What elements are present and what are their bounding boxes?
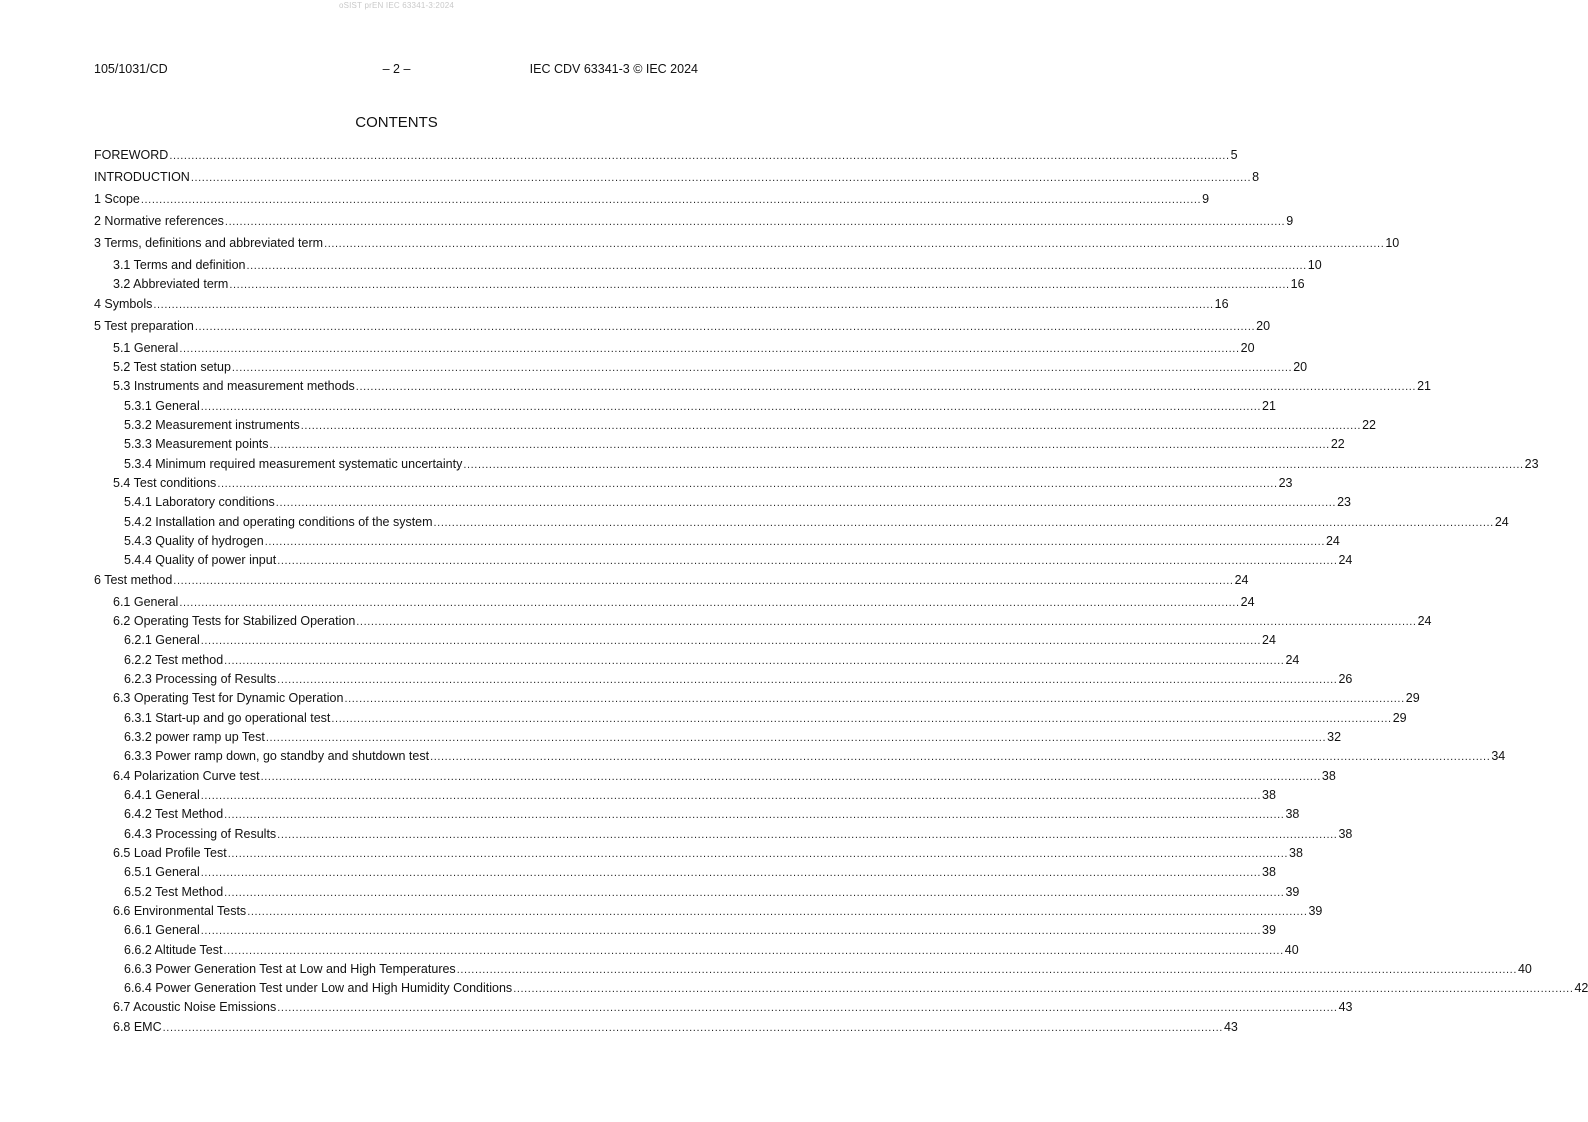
toc-entry-label: 2 Normative references bbox=[94, 214, 224, 228]
toc-entry-label: 6.3.3 Power ramp down, go standby and shutdown test bbox=[124, 749, 430, 763]
standard-reference: IEC CDV 63341-3 © IEC 2024 bbox=[529, 62, 698, 76]
toc-entry-page: 38 bbox=[1285, 807, 1300, 821]
toc-entry-label: 6.5 Load Profile Test bbox=[113, 846, 227, 860]
toc-leader: .................................................................................................................................................................................................................................................................................................. bbox=[231, 362, 1293, 374]
toc-entry-page: 24 bbox=[1262, 633, 1276, 647]
toc-entry-label: 6.6 Environmental Tests bbox=[113, 904, 247, 918]
toc-leader: .................................................................................................................................................................................................................................................................................................. bbox=[194, 321, 1256, 333]
toc-entry-label: FOREWORD bbox=[94, 148, 169, 162]
toc-entry-label: 5.4.4 Quality of power input bbox=[124, 553, 277, 567]
toc-entry-label: 5.4.3 Quality of hydrogen bbox=[124, 534, 264, 548]
toc-entry-label: 4 Symbols bbox=[94, 297, 153, 311]
toc-entry[interactable] bbox=[94, 999, 1353, 1015]
toc-entry-label: 5.3.3 Measurement points bbox=[124, 437, 269, 451]
toc-entry-label: 6.2 Operating Tests for Stabilized Operation bbox=[113, 614, 356, 628]
toc-leader: .................................................................................................................................................................................................................................................................................................. bbox=[264, 536, 1325, 548]
toc-leader: .................................................................................................................................................................................................................................................................................................. bbox=[217, 478, 1278, 490]
toc-entry-label: 6.6.2 Altitude Test bbox=[124, 943, 223, 957]
toc-leader: .................................................................................................................................................................................................................................................................................................. bbox=[247, 906, 1308, 918]
toc-leader: .................................................................................................................................................................................................................................................................................................. bbox=[140, 194, 1202, 206]
toc-entry-page: 21 bbox=[1417, 379, 1431, 393]
toc-entry[interactable] bbox=[94, 652, 1300, 668]
toc-leader: .................................................................................................................................................................................................................................................................................................. bbox=[277, 555, 1338, 567]
toc-entry-page: 39 bbox=[1308, 904, 1323, 918]
toc-entry[interactable] bbox=[94, 456, 1539, 472]
toc-leader: .................................................................................................................................................................................................................................................................................................. bbox=[169, 150, 1230, 162]
toc-entry-page: 16 bbox=[1214, 297, 1229, 311]
toc-entry[interactable] bbox=[94, 378, 1431, 394]
toc-entry-label: 5.2 Test station setup bbox=[113, 360, 231, 374]
toc-entry[interactable] bbox=[94, 864, 1276, 880]
toc-leader: .................................................................................................................................................................................................................................................................................................. bbox=[224, 887, 1285, 899]
toc-entry[interactable] bbox=[94, 169, 1260, 185]
toc-entry[interactable] bbox=[94, 710, 1407, 726]
toc-entry-label: 6.4.3 Processing of Results bbox=[124, 827, 277, 841]
toc-entry-label: 6.4 Polarization Curve test bbox=[113, 769, 260, 783]
toc-leader: .................................................................................................................................................................................................................................................................................................. bbox=[223, 945, 1284, 957]
toc-entry[interactable] bbox=[94, 1019, 1238, 1035]
toc-entry-page: 26 bbox=[1338, 672, 1353, 686]
toc-entry-label: 6.6.3 Power Generation Test at Low and High Temperatures bbox=[124, 962, 456, 976]
toc-entry-label: 5 Test preparation bbox=[94, 319, 194, 333]
toc-entry-label: 5.3 Instruments and measurement methods bbox=[113, 379, 355, 393]
page-label: – 2 – bbox=[382, 62, 411, 76]
toc-entry-page: 24 bbox=[1338, 553, 1353, 567]
toc-entry[interactable] bbox=[94, 613, 1432, 629]
toc-leader: .................................................................................................................................................................................................................................................................................................. bbox=[173, 575, 1234, 587]
toc-leader: .................................................................................................................................................................................................................................................................................................. bbox=[153, 299, 1214, 311]
toc-entry[interactable] bbox=[94, 235, 1400, 251]
toc-leader: .................................................................................................................................................................................................................................................................................................. bbox=[355, 381, 1417, 393]
toc-leader: .................................................................................................................................................................................................................................................................................................. bbox=[275, 497, 1337, 509]
toc-entry-page: 16 bbox=[1290, 277, 1305, 291]
toc-entry-label: 6.4.1 General bbox=[124, 788, 200, 802]
toc-entry-page: 32 bbox=[1327, 730, 1342, 744]
toc-entry[interactable] bbox=[94, 729, 1342, 745]
toc-entry[interactable] bbox=[94, 257, 1322, 273]
toc-entry-label: 6.4.2 Test Method bbox=[124, 807, 224, 821]
toc-leader: .................................................................................................................................................................................................................................................................................................. bbox=[200, 790, 1262, 802]
toc-entry-page: 38 bbox=[1338, 827, 1353, 841]
toc-leader: .................................................................................................................................................................................................................................................................................................. bbox=[200, 925, 1262, 937]
toc-entry[interactable] bbox=[94, 884, 1300, 900]
toc-entry[interactable] bbox=[94, 806, 1300, 822]
toc-entry[interactable] bbox=[94, 632, 1276, 648]
toc-entry-label: 3.1 Terms and definition bbox=[113, 258, 246, 272]
toc-entry-page: 39 bbox=[1285, 885, 1300, 899]
toc-entry-label: 5.4 Test conditions bbox=[113, 476, 217, 490]
toc-leader: .................................................................................................................................................................................................................................................................................................. bbox=[227, 848, 1289, 860]
toc-entry-label: 5.4.2 Installation and operating conditions of the system bbox=[124, 515, 433, 529]
toc-entry-page: 43 bbox=[1223, 1020, 1238, 1034]
toc-entry-page: 9 bbox=[1202, 192, 1210, 206]
toc-entry-label: 6.6.4 Power Generation Test under Low and High Humidity Conditions bbox=[124, 981, 513, 995]
toc-entry[interactable] bbox=[94, 191, 1210, 207]
toc-entry-page: 29 bbox=[1405, 691, 1420, 705]
toc-leader: .................................................................................................................................................................................................................................................................................................. bbox=[200, 867, 1262, 879]
toc-leader: .................................................................................................................................................................................................................................................................................................. bbox=[260, 771, 1321, 783]
toc-leader: .................................................................................................................................................................................................................................................................................................. bbox=[224, 809, 1285, 821]
toc-entry[interactable] bbox=[94, 961, 1532, 977]
toc-leader: .................................................................................................................................................................................................................................................................................................. bbox=[433, 517, 1494, 529]
toc-entry-page: 20 bbox=[1293, 360, 1308, 374]
toc-entry-page: 5 bbox=[1230, 148, 1238, 162]
toc-entry[interactable] bbox=[94, 594, 1255, 610]
toc-entry-label: 6.1 General bbox=[113, 595, 179, 609]
toc-entry[interactable] bbox=[94, 359, 1308, 375]
toc-leader: .................................................................................................................................................................................................................................................................................................. bbox=[246, 260, 1307, 272]
toc-entry-page: 23 bbox=[1278, 476, 1293, 490]
toc-leader: .................................................................................................................................................................................................................................................................................................. bbox=[224, 655, 1285, 667]
toc-leader: .................................................................................................................................................................................................................................................................................................. bbox=[356, 616, 1417, 628]
toc-entry-page: 38 bbox=[1262, 788, 1276, 802]
toc-entry-page: 42 bbox=[1574, 981, 1588, 995]
toc-entry-label: 6.3.1 Start-up and go operational test bbox=[124, 711, 331, 725]
toc-leader: .................................................................................................................................................................................................................................................................................................. bbox=[162, 1022, 1223, 1034]
toc-entry-page: 24 bbox=[1325, 534, 1340, 548]
toc-entry-page: 29 bbox=[1392, 711, 1407, 725]
toc-entry[interactable] bbox=[94, 748, 1506, 764]
toc-leader: .................................................................................................................................................................................................................................................................................................. bbox=[513, 983, 1574, 995]
toc-entry-page: 22 bbox=[1330, 437, 1345, 451]
toc-entry-page: 38 bbox=[1321, 769, 1336, 783]
toc-leader: .................................................................................................................................................................................................................................................................................................. bbox=[277, 674, 1338, 686]
toc-entry-page: 38 bbox=[1289, 846, 1303, 860]
toc-entry-label: INTRODUCTION bbox=[94, 170, 190, 184]
toc-entry-label: 1 Scope bbox=[94, 192, 140, 206]
toc-entry[interactable] bbox=[94, 398, 1276, 414]
toc-entry-label: 6.3 Operating Test for Dynamic Operation bbox=[113, 691, 344, 705]
toc-entry[interactable] bbox=[94, 475, 1293, 491]
toc-entry[interactable] bbox=[94, 845, 1303, 861]
toc-leader: .................................................................................................................................................................................................................................................................................................. bbox=[463, 459, 1524, 471]
toc-entry[interactable] bbox=[94, 436, 1345, 452]
toc-entry-page: 39 bbox=[1262, 923, 1276, 937]
toc-leader: .................................................................................................................................................................................................................................................................................................. bbox=[324, 238, 1385, 250]
toc-entry[interactable] bbox=[94, 942, 1299, 958]
toc-entry-page: 24 bbox=[1494, 515, 1509, 529]
toc-entry-label: 6.3.2 power ramp up Test bbox=[124, 730, 265, 744]
toc-leader: .................................................................................................................................................................................................................................................................................................. bbox=[190, 172, 1252, 184]
toc-leader: .................................................................................................................................................................................................................................................................................................. bbox=[224, 216, 1286, 228]
toc-entry-label: 6.2.2 Test method bbox=[124, 653, 224, 667]
toc-entry[interactable] bbox=[94, 826, 1353, 842]
toc-leader: .................................................................................................................................................................................................................................................................................................. bbox=[179, 597, 1240, 609]
toc-entry[interactable] bbox=[94, 572, 1249, 588]
toc-entry-label: 6.8 EMC bbox=[113, 1020, 162, 1034]
toc-leader: .................................................................................................................................................................................................................................................................................................. bbox=[229, 279, 1290, 291]
toc-entry-label: 6.2.1 General bbox=[124, 633, 200, 647]
toc-entry-label: 6.6.1 General bbox=[124, 923, 200, 937]
toc-leader: .................................................................................................................................................................................................................................................................................................. bbox=[344, 693, 1405, 705]
toc-entry-label: 5.3.1 General bbox=[124, 399, 200, 413]
toc-entry[interactable] bbox=[94, 514, 1509, 530]
toc-entry-page: 22 bbox=[1362, 418, 1376, 432]
toc-leader: .................................................................................................................................................................................................................................................................................................. bbox=[300, 420, 1362, 432]
toc-leader: .................................................................................................................................................................................................................................................................................................. bbox=[200, 635, 1262, 647]
toc-entry-page: 34 bbox=[1491, 749, 1506, 763]
toc-entry[interactable] bbox=[94, 980, 1588, 996]
toc-entry-page: 10 bbox=[1307, 258, 1322, 272]
toc-entry-label: 6.2.3 Processing of Results bbox=[124, 672, 277, 686]
toc-leader: .................................................................................................................................................................................................................................................................................................. bbox=[277, 829, 1338, 841]
toc-entry-label: 5.3.2 Measurement instruments bbox=[124, 418, 300, 432]
toc-entry-label: 5.4.1 Laboratory conditions bbox=[124, 495, 275, 509]
toc-entry-page: 9 bbox=[1286, 214, 1294, 228]
toc-leader: .................................................................................................................................................................................................................................................................................................. bbox=[456, 964, 1517, 976]
toc-entry-page: 10 bbox=[1385, 236, 1400, 250]
toc-entry[interactable] bbox=[94, 552, 1353, 568]
toc-entry-label: 6.5.2 Test Method bbox=[124, 885, 224, 899]
toc-entry-page: 8 bbox=[1252, 170, 1260, 184]
toc-entry-page: 24 bbox=[1285, 653, 1300, 667]
toc-entry-page: 24 bbox=[1417, 614, 1432, 628]
toc-entry-page: 43 bbox=[1338, 1000, 1353, 1014]
toc-entry[interactable] bbox=[94, 533, 1340, 549]
toc-entry-label: 5.3.4 Minimum required measurement systematic uncertainty bbox=[124, 457, 463, 471]
toc-entry-page: 23 bbox=[1337, 495, 1351, 509]
toc-entry-page: 38 bbox=[1262, 865, 1276, 879]
toc-entry[interactable] bbox=[94, 318, 1271, 334]
toc-leader: .................................................................................................................................................................................................................................................................................................. bbox=[331, 713, 1392, 725]
toc-entry[interactable] bbox=[94, 922, 1276, 938]
toc-entry[interactable] bbox=[94, 787, 1276, 803]
toc-entry-label: 5.1 General bbox=[113, 341, 179, 355]
toc-entry-page: 20 bbox=[1256, 319, 1271, 333]
toc-entry-page: 20 bbox=[1240, 341, 1255, 355]
toc-entry-label: 6 Test method bbox=[94, 573, 173, 587]
toc-entry-page: 40 bbox=[1517, 962, 1532, 976]
page-title: CONTENTS bbox=[355, 114, 438, 131]
toc-leader: .................................................................................................................................................................................................................................................................................................. bbox=[179, 343, 1240, 355]
toc-leader: .................................................................................................................................................................................................................................................................................................. bbox=[200, 401, 1262, 413]
toc-entry[interactable] bbox=[94, 417, 1376, 433]
toc-entry-label: 3.2 Abbreviated term bbox=[113, 277, 229, 291]
toc-entry[interactable] bbox=[94, 903, 1323, 919]
toc-leader: .................................................................................................................................................................................................................................................................................................. bbox=[265, 732, 1327, 744]
toc-entry[interactable] bbox=[94, 276, 1305, 292]
toc-entry[interactable] bbox=[94, 768, 1336, 784]
toc-leader: .................................................................................................................................................................................................................................................................................................. bbox=[277, 1002, 1338, 1014]
toc-entry-page: 24 bbox=[1234, 573, 1249, 587]
toc-entry[interactable] bbox=[94, 296, 1229, 312]
toc-entry[interactable] bbox=[94, 494, 1351, 510]
toc-entry[interactable] bbox=[94, 147, 1238, 163]
toc-entry-page: 24 bbox=[1240, 595, 1255, 609]
toc-entry[interactable] bbox=[94, 340, 1255, 356]
toc-leader: .................................................................................................................................................................................................................................................................................................. bbox=[269, 439, 1330, 451]
toc-leader: .................................................................................................................................................................................................................................................................................................. bbox=[430, 751, 1491, 763]
toc-entry-page: 23 bbox=[1524, 457, 1539, 471]
watermark: oSIST prEN IEC 63341-3:2024 bbox=[338, 1, 455, 10]
doc-number: 105/1031/CD bbox=[94, 62, 168, 76]
toc-entry[interactable] bbox=[94, 690, 1420, 706]
toc-entry-page: 40 bbox=[1284, 943, 1299, 957]
toc-entry-page: 21 bbox=[1262, 399, 1276, 413]
toc-entry-label: 3 Terms, definitions and abbreviated term bbox=[94, 236, 324, 250]
toc-entry[interactable] bbox=[94, 213, 1294, 229]
toc-entry[interactable] bbox=[94, 671, 1353, 687]
toc-entry-label: 6.5.1 General bbox=[124, 865, 200, 879]
toc-entry-label: 6.7 Acoustic Noise Emissions bbox=[113, 1000, 277, 1014]
